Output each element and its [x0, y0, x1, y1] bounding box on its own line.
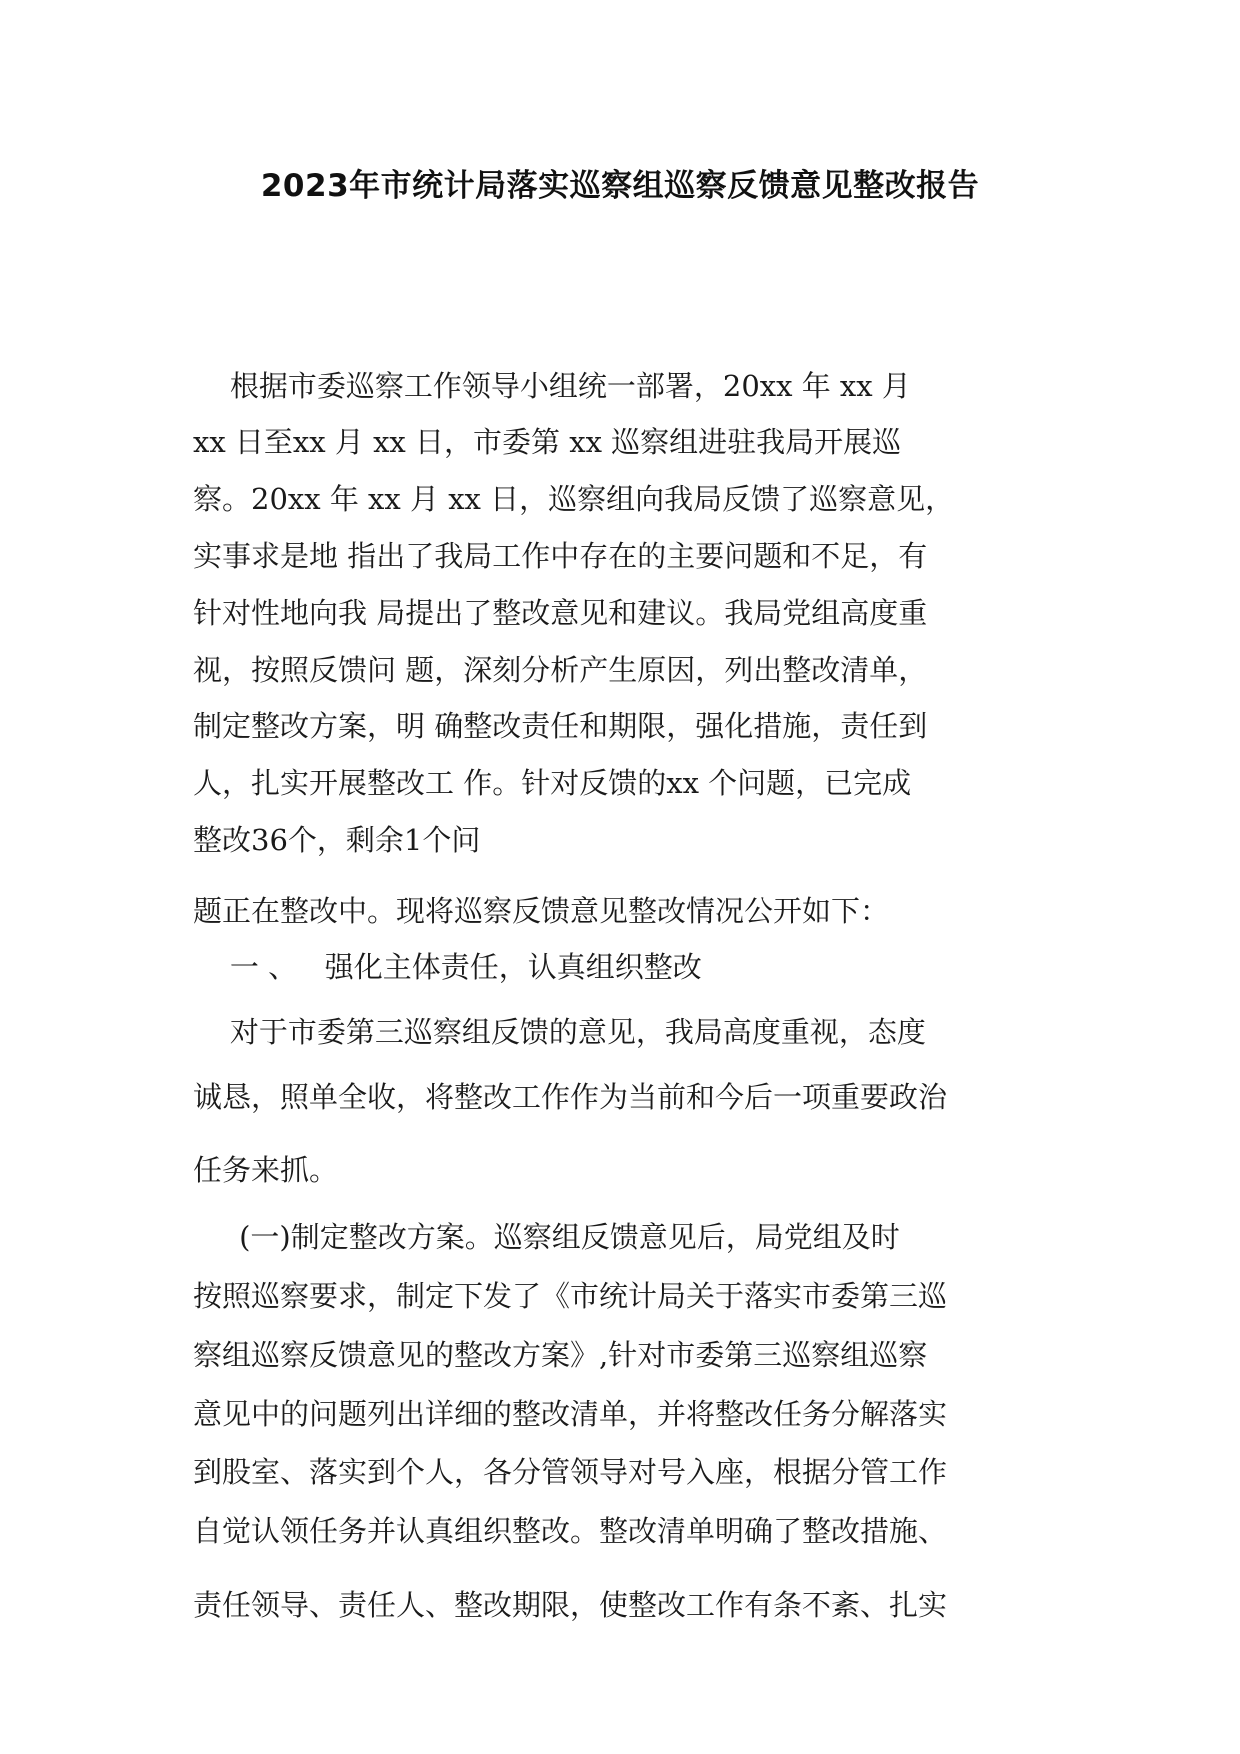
paragraph-line: 自觉认领任务并认真组织整改。整改清单明确了整改措施、	[193, 1514, 948, 1548]
section-heading: 一 、 强化主体责任，认真组织整改	[193, 950, 702, 984]
paragraph-line: 按照巡察要求，制定下发了《市统计局关于落实市委第三巡	[193, 1279, 948, 1313]
paragraph-line: xx 日至xx 月 xx 日，市委第 xx 巡察组进驻我局开展巡	[193, 425, 902, 459]
paragraph-line: 诚恳，照单全收，将整改工作作为当前和今后一项重要政治	[193, 1080, 948, 1114]
paragraph-line: 意见中的问题列出详细的整改清单，并将整改任务分解落实	[193, 1397, 948, 1431]
paragraph-line: 整改36个，剩余1个问	[193, 823, 481, 857]
paragraph-line: 题正在整改中。现将巡察反馈意见整改情况公开如下：	[193, 894, 890, 928]
paragraph-line: 责任领导、责任人、整改期限，使整改工作有条不紊、扎实	[193, 1588, 948, 1622]
paragraph-line: 察。20xx 年 xx 月 xx 日，巡察组向我局反馈了巡察意见，	[193, 482, 955, 516]
paragraph-line: 针对性地向我 局提出了整改意见和建议。我局党组高度重	[193, 596, 928, 630]
paragraph-line: 人，扎实开展整改工 作。针对反馈的xx 个问题，已完成	[193, 766, 912, 800]
paragraph-line: (一)制定整改方案。巡察组反馈意见后，局党组及时	[193, 1220, 900, 1254]
paragraph-line: 视，按照反馈问 题，深刻分析产生原因，列出整改清单，	[193, 653, 928, 687]
paragraph-line: 对于市委第三巡察组反馈的意见，我局高度重视，态度	[193, 1015, 926, 1049]
paragraph-line: 根据市委巡察工作领导小组统一部署，20xx 年 xx 月	[193, 369, 911, 403]
document-title: 2023年市统计局落实巡察组巡察反馈意见整改报告	[260, 168, 980, 204]
paragraph-line: 到股室、落实到个人，各分管领导对号入座，根据分管工作	[193, 1455, 948, 1489]
paragraph-line: 制定整改方案，明 确整改责任和期限，强化措施，责任到	[193, 709, 928, 743]
paragraph-line: 察组巡察反馈意见的整改方案》,针对市委第三巡察组巡察	[193, 1338, 928, 1372]
paragraph-line: 任务来抓。	[193, 1153, 339, 1187]
paragraph-line: 实事求是地 指出了我局工作中存在的主要问题和不足，有	[193, 539, 928, 573]
